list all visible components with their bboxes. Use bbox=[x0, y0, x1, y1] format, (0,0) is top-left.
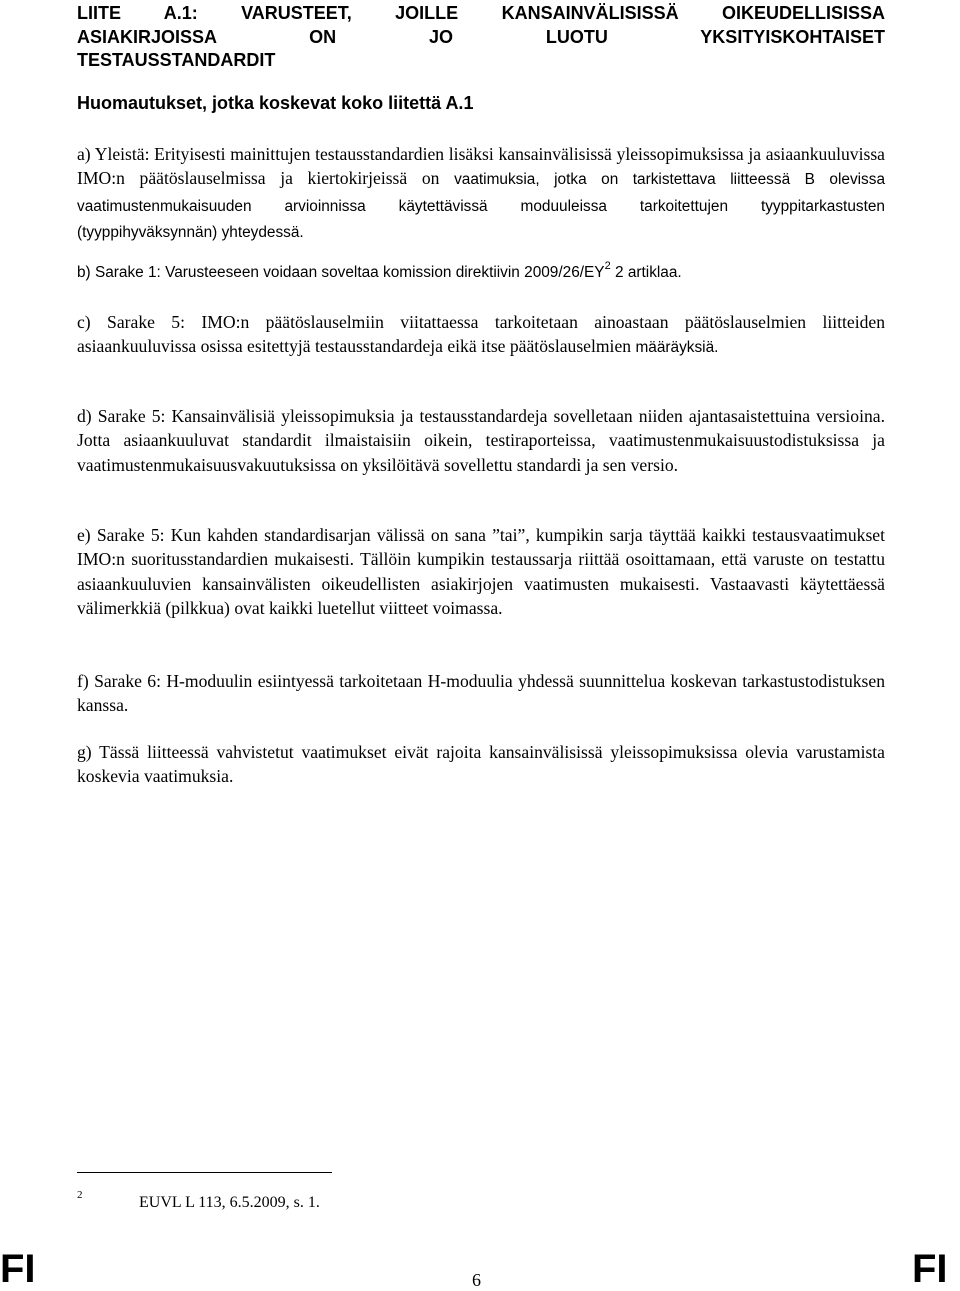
note-d bbox=[77, 404, 885, 477]
note-g: g) Tässä liitteessä vahvistetut vaatimukset eivät rajoita kansainvälisissä yleissopimuksissa olevia varustamista koskevia vaatimuksia. bbox=[77, 742, 885, 787]
language-code-right: FI bbox=[912, 1247, 948, 1291]
title-line-1: LIITE A.1: VARUSTEET, JOILLE KANSAINVÄLISISSÄ OIKEUDELLISISSA bbox=[77, 3, 885, 23]
footnote-text: EUVL L 113, 6.5.2009, s. 1. bbox=[139, 1194, 320, 1211]
note-a-part1: a) Yleistä: Erityisesti mainittujen testausstandardien lisäksi kansainvälisissä yleissopimuksissa ja asiaankuuluvissa IMO:n päätöslauselmissa ja kiertokirjeissä on bbox=[77, 144, 885, 189]
note-e bbox=[77, 523, 885, 620]
note-b-text: b) Sarake 1: Varusteeseen voidaan soveltaa komission direktiivin 2009/26/EY bbox=[77, 264, 605, 281]
note-a bbox=[77, 142, 885, 245]
note-a-part2: vaatimuksia, jotka on tarkistettava liitteessä B olevissa vaatimustenmukaisuuden arvioinnissa käytettävissä moduuleissa tarkoitettujen tyyppitarkastusten (tyyppihyväksynnän) yhteydessä. bbox=[77, 171, 886, 241]
note-e-part1: e) Sarake 5: Kun kahden standardisarjan välissä on sana ”tai”, kumpikin sarja täyttää kaikki testausvaatimukset IMO:n suoritusstandardien mukaisesti. bbox=[77, 525, 885, 570]
footnote-reference: 2 bbox=[604, 260, 611, 272]
title-line-2: ASIAKIRJOISSA ON JO LUOTU YKSITYISKOHTAISET bbox=[77, 26, 885, 47]
note-c bbox=[77, 310, 885, 361]
note-c-text: c) Sarake 5: IMO:n päätöslauselmiin viitattaessa tarkoitetaan ainoastaan päätöslauselmien liitteiden asiaankuuluvissa osissa esitettyjä testausstandardeja eikä itse päätöslauselmien bbox=[77, 312, 885, 357]
page-number: 6 bbox=[472, 1270, 481, 1290]
note-d-part1: d) Sarake 5: Kansainvälisiä yleissopimuksia ja testausstandardeja sovelletaan niiden ajantasaistettuina versioina. bbox=[77, 406, 885, 426]
footnote-separator bbox=[77, 1172, 332, 1173]
notes-subheading: Huomautukset, jotka koskevat koko liitettä A.1 bbox=[77, 93, 474, 113]
note-c-tail: määräyksiä. bbox=[635, 339, 719, 357]
footnote-number: 2 bbox=[77, 1189, 83, 1201]
title-line-3: TESTAUSSTANDARDIT bbox=[77, 50, 276, 70]
note-d-part2: Jotta asiaankuuluvat standardit ilmaistaisiin oikein, testiraporteissa, vaatimustenmukaisuustodistuksissa ja vaatimustenmukaisuusvakuutuksissa on yksilöitävä sovellettu standardi ja sen versio. bbox=[77, 430, 885, 475]
note-b bbox=[77, 261, 885, 285]
language-code-left: FI bbox=[0, 1247, 36, 1291]
note-f: f) Sarake 6: H-moduulin esiintyessä tarkoitetaan H-moduulia yhdessä suunnittelua koskevan tarkastustodistuksen kanssa. bbox=[77, 671, 885, 716]
annex-title bbox=[77, 2, 885, 73]
note-e-part2: Tällöin kumpikin testaussarja riittää osoittamaan, että varuste on testattu asiaankuuluvien kansainvälisten oikeudellisten asiakirjojen vaatimusten mukaisesti. Vastaavasti käytettäessä välimerkkiä (pilkkua) ovat kaikki luetellut viitteet voimassa. bbox=[77, 549, 885, 618]
note-b-after: 2 artiklaa. bbox=[610, 264, 682, 281]
